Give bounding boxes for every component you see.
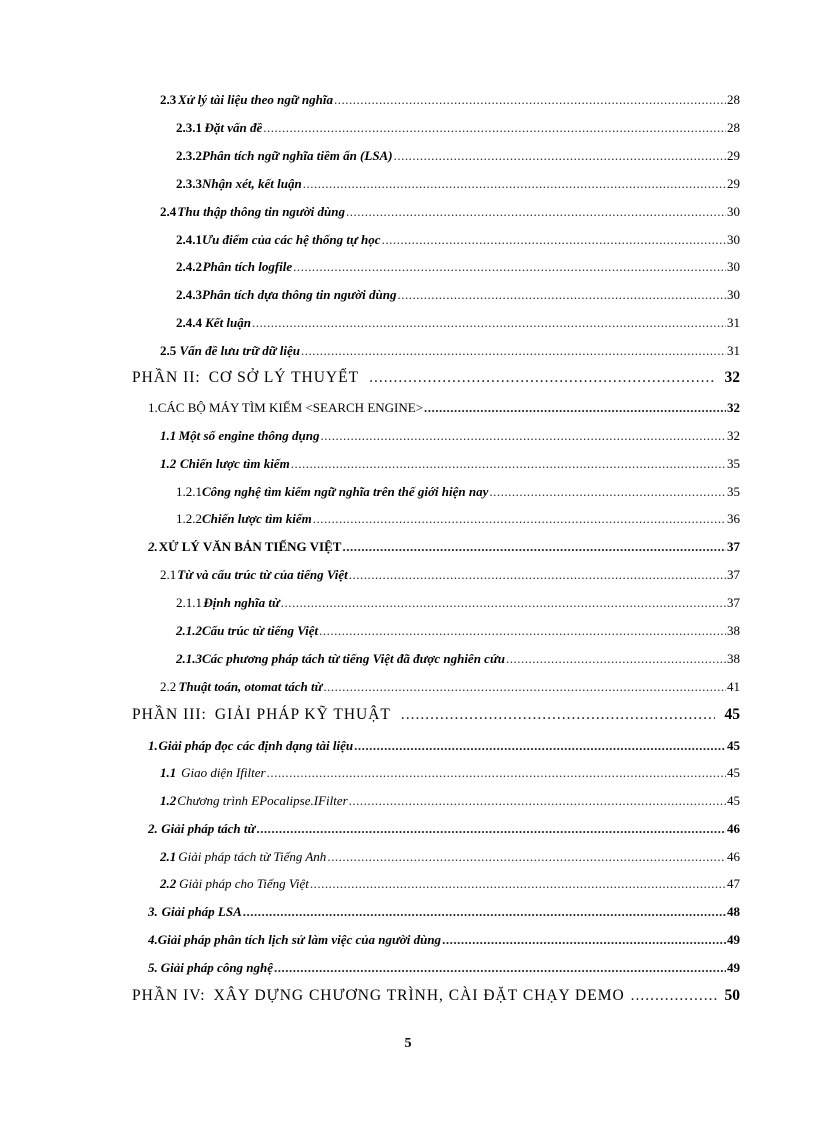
toc-entry	[160, 679, 740, 695]
toc-entry-page: 31	[727, 343, 740, 358]
toc-entry-title: XỬ LÝ VĂN BẢN TIẾNG VIỆT	[158, 539, 342, 554]
toc-entry-number: 2.	[148, 821, 158, 836]
toc-entry	[176, 259, 740, 275]
toc-entry-title: Cấu trúc từ tiếng Việt	[202, 623, 319, 638]
toc-leader-dots	[382, 232, 726, 248]
toc-entry	[176, 623, 740, 639]
toc-entry-title: Giải pháp tách từ	[161, 821, 256, 836]
toc-leader-dots	[320, 428, 726, 444]
toc-entry-number: 2.4.4	[176, 315, 202, 330]
toc-entry-title: CÁC BỘ MÁY TÌM KIẾM <SEARCH ENGINE>	[157, 400, 424, 415]
toc-entry-page: 30	[727, 259, 740, 274]
toc-entry-number: 5.	[148, 960, 158, 975]
toc-section-heading	[148, 821, 740, 837]
toc-entry-page: 37	[727, 595, 740, 610]
toc-entry	[160, 876, 740, 892]
toc-entry-page: 35	[727, 484, 740, 499]
toc-entry-title: Thuật toán, otomat tách từ	[178, 679, 323, 694]
toc-leader-dots	[281, 595, 726, 611]
toc-entry-page: 36	[727, 511, 740, 526]
toc-entry-page: 35	[727, 456, 740, 471]
toc-part-title: GIẢI PHÁP KỸ THUẬT	[214, 706, 391, 723]
toc-section-heading	[148, 400, 740, 416]
toc-entry-page: 37	[727, 539, 740, 554]
toc-leader-dots	[256, 821, 726, 837]
toc-entry-number: 1.	[148, 738, 158, 753]
toc-entry	[176, 287, 740, 303]
toc-entry-number: 2.3.2	[176, 148, 202, 163]
toc-entry-number: 2.1	[160, 567, 177, 582]
toc-leader-dots	[274, 960, 726, 976]
toc-entry-title: Giải pháp công nghệ	[160, 960, 274, 975]
toc-part-title: XÂY DỰNG CHƯƠNG TRÌNH, CÀI ĐẶT CHẠY DEMO	[213, 987, 625, 1004]
toc-entry-page: 38	[727, 651, 740, 666]
toc-leader-dots	[293, 259, 726, 275]
toc-leader-dots	[369, 368, 714, 388]
toc-entry-title: Thu thập thông tin người dùng	[177, 204, 346, 219]
toc-entry-number: 2.4	[160, 204, 177, 219]
toc-entry-title: Phân tích logfile	[202, 259, 293, 274]
toc-entry-title: Xử lý tài liệu theo ngữ nghĩa	[177, 92, 333, 107]
toc-part-page: 45	[724, 706, 740, 723]
toc-leader-dots	[394, 148, 726, 164]
toc-leader-dots	[303, 176, 726, 192]
toc-leader-dots	[334, 92, 726, 108]
toc-leader-dots	[442, 932, 726, 948]
toc-leader-dots	[301, 343, 726, 359]
toc-section-heading	[148, 904, 740, 920]
toc-entry	[176, 484, 740, 500]
toc-entry-page: 48	[727, 904, 740, 919]
toc-entry-number: 1.	[148, 400, 158, 415]
toc-entry	[160, 765, 740, 781]
toc-entry-number: 2.3.3	[176, 176, 202, 191]
toc-entry-title: Giải pháp đọc các định dạng tài liệu	[158, 738, 354, 753]
toc-entry	[176, 148, 740, 164]
toc-entry-page: 28	[727, 92, 740, 107]
toc-part-page: 32	[724, 369, 740, 386]
toc-entry-page: 29	[727, 148, 740, 163]
toc-leader-dots	[263, 120, 726, 136]
toc-entry-title: Công nghệ tìm kiếm ngữ nghĩa trên thế giới hiện nay	[202, 484, 489, 499]
toc-entry-number: 1.2.1	[176, 484, 202, 499]
toc-leader-dots	[398, 287, 726, 303]
toc-entry-number: 1.2	[160, 456, 177, 471]
toc-part-heading	[132, 368, 740, 388]
toc-leader-dots	[342, 539, 726, 555]
toc-entry-number: 1.1	[160, 428, 177, 443]
toc-section-heading	[148, 960, 740, 976]
toc-entry-number: 2.1.2	[176, 623, 202, 638]
toc-leader-dots	[267, 765, 726, 781]
toc-entry-number: 2.5	[160, 343, 177, 358]
toc-entry-page: 45	[727, 793, 740, 808]
toc-entry-title: Chiến lược tìm kiếm	[202, 511, 312, 526]
toc-entry-title: Vấn đề lưu trữ dữ liệu	[179, 343, 301, 358]
toc-entry	[176, 651, 740, 667]
toc-entry-page: 31	[727, 315, 740, 330]
toc-leader-dots	[252, 315, 726, 331]
toc-entry-page: 46	[727, 821, 740, 836]
toc-leader-dots	[346, 204, 726, 220]
toc-entry-title: Giải pháp phân tích lịch sử làm việc của người dùng	[157, 932, 442, 947]
toc-entry-page: 28	[727, 120, 740, 135]
toc-leader-dots	[291, 456, 726, 472]
toc-entry-number: 2.4.2	[176, 259, 202, 274]
toc-section-heading	[148, 738, 740, 754]
toc-entry-page: 49	[727, 960, 740, 975]
toc-entry-title: Nhận xét, kết luận	[202, 176, 302, 191]
toc-entry-number: 2.2	[160, 679, 177, 694]
toc-entry	[160, 793, 740, 809]
toc-entry	[176, 120, 740, 136]
toc-entry-number: 1.2.2	[176, 511, 202, 526]
toc-leader-dots	[349, 793, 726, 809]
toc-entry-title: Giao diện Ifilter	[181, 765, 266, 780]
toc-entry-number: 2.1.3	[176, 651, 202, 666]
toc-part-heading	[132, 986, 740, 1006]
toc-leader-dots	[327, 849, 726, 865]
toc-entry-page: 30	[727, 232, 740, 247]
toc-entry-title: Giải pháp LSA	[161, 904, 242, 919]
toc-entry-number: 2.4.3	[176, 287, 202, 302]
toc-entry-title: Từ và cấu trúc từ của tiếng Việt	[177, 567, 348, 582]
toc-entry	[160, 849, 740, 865]
toc-entry-page: 37	[727, 567, 740, 582]
toc-part-number: PHẦN IV:	[132, 987, 206, 1004]
toc-leader-dots	[349, 567, 726, 583]
toc-leader-dots	[319, 623, 726, 639]
toc-entry	[160, 428, 740, 444]
toc-entry-number: 1.1	[160, 765, 177, 780]
toc-entry-title: Một số engine thông dụng	[178, 428, 320, 443]
toc-leader-dots	[401, 705, 715, 725]
toc-entry-title: Chiến lược tìm kiếm	[179, 456, 290, 471]
toc-leader-dots	[310, 876, 726, 892]
toc-entry-title: Phân tích dựa thông tin người dùng	[202, 287, 397, 302]
toc-entry-number: 2.	[148, 539, 158, 554]
toc-entry-number: 2.4.1	[176, 232, 202, 247]
toc-entry-page: 41	[727, 679, 740, 694]
toc-entry-title: Các phương pháp tách từ tiếng Việt đã được nghiên cứu	[202, 651, 505, 666]
toc-entry-page: 32	[727, 428, 740, 443]
toc-entry-title: Phân tích ngữ nghĩa tiềm ẩn (LSA)	[202, 148, 393, 163]
toc-leader-dots	[489, 484, 726, 500]
toc-part-page: 50	[724, 987, 740, 1004]
toc-entry-title: Ưu điểm của các hệ thống tự học	[202, 232, 381, 247]
toc-entry	[160, 343, 740, 359]
toc-part-title: CƠ SỞ LÝ THUYẾT	[208, 369, 360, 386]
toc-leader-dots	[506, 651, 726, 667]
toc-entry-page: 32	[727, 400, 740, 415]
toc-entry-title: Kết luận	[205, 315, 251, 330]
toc-entry-page: 47	[727, 876, 740, 891]
toc-entry	[160, 204, 740, 220]
toc-part-number: PHẦN II:	[132, 369, 201, 386]
toc-leader-dots	[354, 738, 726, 754]
toc-entry-page: 46	[727, 849, 740, 864]
toc-entry-number: 2.3.1	[176, 120, 202, 135]
toc-entry-number: 1.2	[160, 793, 177, 808]
toc-part-number: PHẦN III:	[132, 706, 207, 723]
toc-section-heading	[148, 932, 740, 948]
toc-entry-page: 30	[727, 287, 740, 302]
toc-entry-page: 49	[727, 932, 740, 947]
toc-entry-title: Giải pháp cho Tiếng Việt	[179, 876, 309, 891]
toc-entry-number: 3.	[148, 904, 158, 919]
toc-entry	[176, 315, 740, 331]
toc-entry	[176, 232, 740, 248]
toc-leader-dots	[313, 511, 726, 527]
toc-entry-page: 45	[727, 738, 740, 753]
toc-entry-title: Đặt vấn đề	[204, 120, 263, 135]
toc-entry-page: 30	[727, 204, 740, 219]
toc-section-heading	[148, 539, 740, 555]
toc-entry-page: 38	[727, 623, 740, 638]
toc-entry-title: Định nghĩa từ	[203, 595, 280, 610]
toc-entry-number: 2.1.1	[176, 595, 202, 610]
toc-leader-dots	[243, 904, 726, 920]
toc-entry-title: Chương trình EPocalipse.IFilter	[177, 793, 348, 808]
toc-entry	[176, 511, 740, 527]
toc-entry	[176, 595, 740, 611]
toc-entry	[160, 456, 740, 472]
toc-entry	[160, 92, 740, 108]
toc-entry-title: Giải pháp tách từ Tiếng Anh	[178, 849, 327, 864]
toc-leader-dots	[424, 400, 726, 416]
toc-entry-number: 2.2	[160, 876, 177, 891]
toc-leader-dots	[323, 679, 726, 695]
toc-entry-number: 4.	[148, 932, 158, 947]
toc-entry	[176, 176, 740, 192]
toc-entry-number: 2.1	[160, 849, 177, 864]
toc-entry	[160, 567, 740, 583]
toc-entry-page: 29	[727, 176, 740, 191]
toc-part-heading	[132, 705, 740, 725]
toc-leader-dots	[631, 986, 719, 1006]
page-number: 5	[404, 1036, 412, 1051]
toc-entry-page: 45	[727, 765, 740, 780]
toc-entry-number: 2.3	[160, 92, 177, 107]
